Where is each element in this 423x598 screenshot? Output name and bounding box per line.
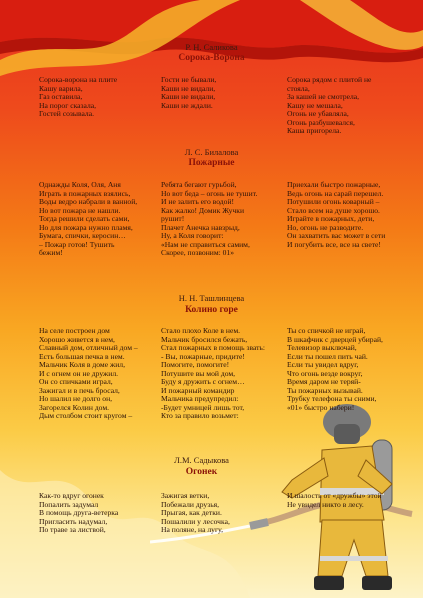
poem-line: И не залить его водой! xyxy=(161,197,235,206)
poem-line: Он захватить вас может в сети xyxy=(287,231,386,240)
poem-2-column-1 xyxy=(39,181,137,258)
poem-line: И погубить все, все на свете! xyxy=(287,239,381,249)
poem-3-column-3 xyxy=(287,327,383,412)
poem-line: Потушите вы мой дом, xyxy=(161,368,236,378)
poem-line: Стал пожарных в помощь звать: xyxy=(161,343,266,352)
poem-line: Кто за правило возьмет: xyxy=(161,411,239,420)
poem-2-column-2 xyxy=(161,181,257,258)
poem-line: Зажигая ветки, xyxy=(161,491,210,500)
poem-line: Потушили огонь коварный – xyxy=(287,197,380,206)
poem-line: Как-то вдруг огонек xyxy=(39,491,104,500)
poem-line: Огонь разбушевался, xyxy=(287,117,355,127)
poem-line: Время даром не теряй- xyxy=(287,377,361,386)
poem-line: И шалость от «дружбы» этой xyxy=(287,491,382,500)
poem-line: Но, огонь не разводите. xyxy=(287,222,364,232)
poem-4-title: Огонек xyxy=(185,467,218,477)
poem-4-column-2 xyxy=(161,492,230,535)
poem-line: Газ оставила, xyxy=(39,92,83,101)
poem-line: Побежали друзья, xyxy=(161,499,220,509)
poem-line: Кашу не мешала, xyxy=(287,100,343,110)
poem-line: Каши не видали, xyxy=(161,92,216,101)
poem-1-title: Сорока-Ворона xyxy=(178,53,245,63)
poem-line: Однажды Коля, Оля, Аня xyxy=(39,180,121,189)
poem-line: На порог сказала, xyxy=(39,100,97,110)
poem-line: Гости не бывали, xyxy=(161,75,217,84)
poem-line: стояла, xyxy=(287,83,310,93)
poem-line: -Будет умницей лишь тот, xyxy=(161,402,245,412)
poem-1-author: Р. Н. Саликова xyxy=(185,42,238,52)
poem-line: рушит! xyxy=(161,214,185,223)
poem-line: Мальчик Коля в доме жил, xyxy=(39,360,125,369)
poem-line: Сорока рядом с плитой не xyxy=(287,75,372,84)
poem-4-column-3 xyxy=(287,492,382,509)
poem-line: Гостей созывала. xyxy=(39,109,94,118)
poem-line: Загорелся Колин дом. xyxy=(39,402,110,412)
trouser-stripe xyxy=(320,556,388,561)
poem-4-author: Л.М. Садыкова xyxy=(174,455,229,465)
boot-left xyxy=(314,576,344,590)
poem-line: На поляне, на лугу, xyxy=(161,525,223,534)
poem-line: Пригласить надумал, xyxy=(39,516,108,526)
poem-line: Играйте в пожарных, дети, xyxy=(287,214,375,223)
poem-line: Он со спичками играл, xyxy=(39,377,113,386)
poem-1-column-1 xyxy=(39,76,117,119)
poem-line: Есть большая печка в нем. xyxy=(39,351,125,361)
poem-2-author: Л. С. Билалова xyxy=(184,147,239,157)
poem-line: Воды ведро набрали в ванной, xyxy=(39,197,138,206)
poem-line: Ведь огонь на сарай перешел. xyxy=(287,188,384,198)
poem-3-title: Колино горе xyxy=(185,305,238,315)
poem-line: Не увидел никто в лесу. xyxy=(287,499,364,509)
poem-3-author: Н. Н. Ташлинцева xyxy=(178,293,245,303)
poem-line: В помощь друга-ветерка xyxy=(39,508,119,517)
poem-line: Ну, а Коля говорит: xyxy=(161,231,224,240)
poem-2-title: Пожарные xyxy=(188,158,235,168)
poem-4-column-1 xyxy=(39,492,118,535)
poem-line: И с огнем он не дружил. xyxy=(39,368,119,378)
poem-line: Мальчик бросился бежать, xyxy=(161,334,248,344)
poem-line: Сорока-ворона на плите xyxy=(39,75,118,84)
poem-line: В шкафчик с дверцей убирай, xyxy=(287,334,383,344)
poem-line: Прыгая, как детки. xyxy=(161,508,222,517)
poem-line: - Вы, пожарные, придите! xyxy=(161,351,245,361)
boot-right xyxy=(362,576,392,590)
poem-line: «Нам не справиться самим, xyxy=(161,239,250,249)
poem-line: Каши не видали, xyxy=(161,83,216,93)
poem-1-column-2 xyxy=(161,76,216,110)
poem-line: Мальчика предупредил: xyxy=(161,394,239,403)
poem-line: Тогда решили сделать сами, xyxy=(39,214,130,223)
poem-line: Но для пожара нужно пламя, xyxy=(39,222,133,232)
poem-line: И пожарный командир xyxy=(161,385,235,395)
firefighter-illustration xyxy=(262,377,423,598)
poem-line: Стало плохо Коле в нем. xyxy=(161,326,241,335)
poem-line: Ты пожарных вызывай. xyxy=(287,385,363,395)
face-mask xyxy=(334,424,360,444)
poem-line: Если ты пошел пить чай. xyxy=(287,351,368,361)
poem-line: Славный дом, отличный дом – xyxy=(39,343,138,352)
poem-line: Приехали быстро пожарные, xyxy=(287,180,381,189)
poem-line: Бумага, спички, керосин… xyxy=(39,231,126,240)
poem-line: По траве за листвой, xyxy=(39,525,106,534)
poem-line: Ребята бегают гурьбой, xyxy=(161,180,237,189)
poem-line: Скорее, позвоним: 01» xyxy=(161,248,235,257)
poem-line: Стало всем на душе хорошо. xyxy=(287,205,380,215)
poem-line: На селе построен дом xyxy=(39,326,110,335)
poem-line: Дым столбом стоит кругом – xyxy=(39,411,133,420)
poem-line: Огонь не убавляла, xyxy=(287,109,349,118)
poem-line: Но вот беда – огонь не тушит. xyxy=(161,188,258,198)
poem-line: Если ты увидел вдруг, xyxy=(287,360,359,369)
poem-line: Плачет Анечка навзрыд, xyxy=(161,222,240,232)
poem-line: Но вот пожара не нашли. xyxy=(39,205,121,215)
poem-3-column-2 xyxy=(161,327,265,421)
poem-line: Каши не ждали. xyxy=(161,100,213,110)
poem-line: Зажигал и в печь бросал, xyxy=(39,385,120,395)
poem-line: – Пожар готов! Тушить xyxy=(39,239,115,249)
poem-3-column-1 xyxy=(39,327,138,421)
poem-line: Трубку телефона ты сними, xyxy=(287,394,377,403)
poem-line: Играть в пожарных взялись, xyxy=(39,188,131,198)
poem-line: Но шалил не долго он, xyxy=(39,394,113,403)
poem-2-column-3 xyxy=(287,181,385,249)
poem-line: Буду я дружить с огнем… xyxy=(161,377,245,386)
poem-line: Хорошо живется в нем, xyxy=(39,334,115,344)
poem-line: Каша пригорела. xyxy=(287,126,342,135)
poem-line: «01» быстро набери! xyxy=(287,402,355,412)
poem-line: Помогите, помогите! xyxy=(161,360,230,369)
trousers xyxy=(318,520,388,576)
poem-1-column-3 xyxy=(287,76,371,136)
poem-line: Что огонь везде вокруг, xyxy=(287,368,363,378)
poem-line: Пошалили у лесочка, xyxy=(161,516,230,526)
poem-line: За кашей не смотрела, xyxy=(287,92,360,101)
poem-line: Попалить задумал xyxy=(39,499,99,509)
poem-line: бежим! xyxy=(39,248,63,257)
poem-line: Телевизор выключай, xyxy=(287,343,357,352)
poem-line: Как жалко! Домик Жучки xyxy=(161,205,245,215)
poem-line: Ты со спичкой не играй, xyxy=(287,326,366,335)
poem-line: Кашу варила, xyxy=(39,83,83,93)
